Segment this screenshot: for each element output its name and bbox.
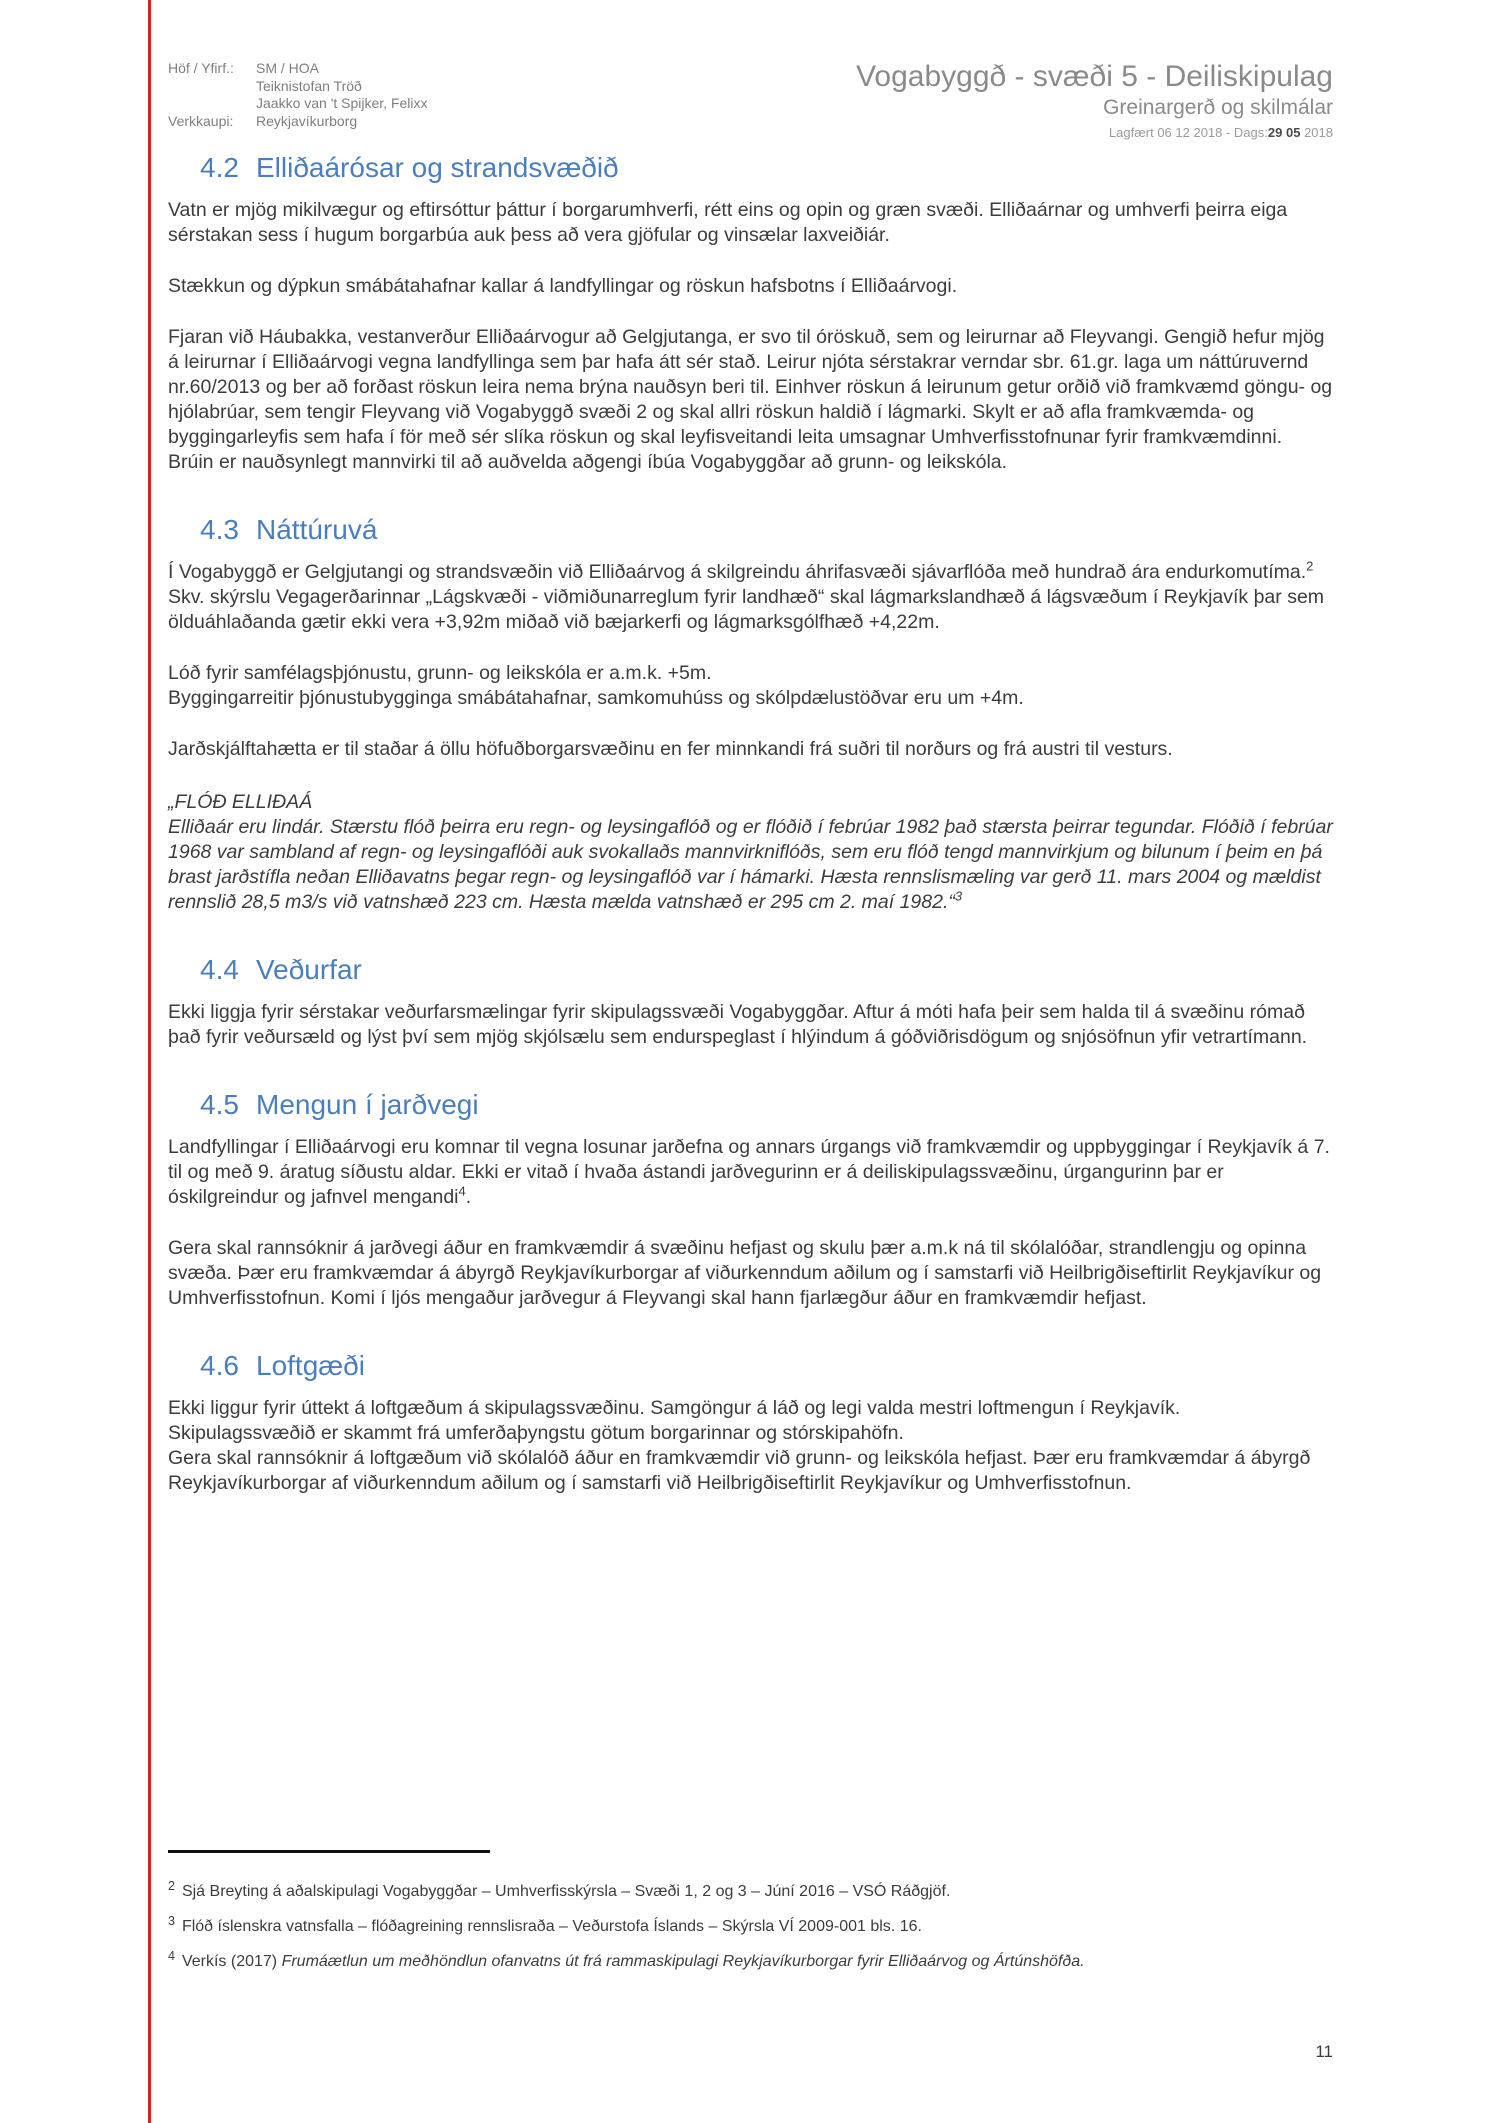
section-title: Náttúruvá — [256, 514, 378, 545]
footnote-marker: 3 — [168, 1913, 175, 1928]
footnote-text-italic: Frumáætlun um meðhöndlun ofanvatns út frá rammaskipulagi Reykjavíkurborgar fyrir Elliðaárvog og Ártúnshöfða. — [281, 1953, 1085, 1970]
document-header — [168, 60, 1333, 141]
section-number: 4.5 — [200, 1089, 239, 1120]
section-title: Mengun í jarðvegi — [256, 1089, 479, 1120]
dateline-suffix: 2018 — [1300, 125, 1333, 140]
section-4-3 — [168, 513, 1333, 915]
paragraph-text: . — [465, 1186, 472, 1208]
header-title-block — [856, 60, 1333, 141]
author-label: Höf / Yfirf.: — [168, 60, 234, 76]
footnote-text: Verkís (2017) — [181, 1953, 282, 1970]
paragraph: Fjaran við Háubakka, vestanverður Elliðaárvogur að Gelgjutanga, er svo til óröskuð, sem og leirurnar að Fleyvangi. Gengið hefur mjög á leirurnar í Elliðaárvogi vegna landfyllinga sem þar hafa átt sér stað. Leirur njóta sérstakrar verndar sbr. 61.gr. laga um náttúruvernd nr.60/2013 og ber að forðast röskun leira nema brýna nauðsyn beri til. Einhver röskun á leirunum getur orðið við framkvæmd göngu- og hjólabrúar, sem tengir Fleyvang við Vogabyggð svæði 2 og skal allri röskun haldið í lágmarki. Skylt er að afla framkvæmda- og byggingarleyfis sem hafa í för með sér slíka röskun og skal leyfisveitandi leita umsagnar Umhverfisstofnunar fyrir framkvæmdinni. — [168, 326, 1333, 448]
author-line: Teiknistofan Tröð — [256, 77, 362, 94]
section-4-2 — [168, 151, 1333, 475]
quote-block — [168, 790, 1333, 915]
footnote-ref-4: 4 — [458, 1183, 466, 1199]
meta-spacer — [168, 78, 256, 96]
paragraph-text: Skv. skýrslu Vegagerðarinnar „Lágskvæði - viðmiðunarreglum fyrir landhæð“ skal lágmarkslandhæð á lágsvæðum í Reykjavík þar sem ölduáhlaðanda gætir ekki vera +3,92m miðað við bæjarkerfi og lágmarksgólfhæð +4,22m. — [168, 586, 1325, 633]
dateline-prefix: Lagfært 06 12 2018 - Dags: — [1108, 125, 1268, 140]
footnotes-area — [168, 1850, 1333, 1986]
document-dateline — [856, 124, 1333, 141]
quote-body-text: Elliðaár eru lindár. Stærstu flóð þeirra eru regn- og leysingaflóð og er flóðið í febrúar 1982 það stærsta þeirrar tegundar. Flóðið í febrúar 1968 var sambland af regn- og leysingaflóði auk svokallaðs mannvirkniflóðs, sem eru flóð tengd mannvirkjum og bilunum í þeim en þá brast jarðstífla neðan Elliðavatns þegar regn- og leysingaflóð var í hámarki. Hæsta rennslismæling var gerð 11. mars 2004 og mældist rennslið 28,5 m3/s við vatnshæð 223 cm. Hæsta mælda vatnshæð er 295 cm 2. maí 1982.“ — [168, 816, 1333, 913]
footnote-ref-3: 3 — [954, 888, 963, 904]
paragraph: Ekki liggur fyrir úttekt á loftgæðum á skipulagssvæðinu. Samgöngur á láð og legi valda mestri loftmengun í Reykjavík. Skipulagssvæðið er skammt frá umferðaþyngstu götum borgarinnar og stórskipahöfn. — [168, 1397, 1181, 1444]
section-4-4 — [168, 953, 1333, 1050]
margin-line — [148, 0, 151, 2123]
footnote-3 — [168, 1913, 1333, 1937]
section-4-3-heading — [200, 513, 1333, 547]
footnote-text: Flóð íslenskra vatnsfalla – flóðagreining rennslisraða – Veðurstofa Íslands – Skýrsla VÍ 2009-001 bls. 16. — [181, 1918, 922, 1935]
paragraph: Ekki liggja fyrir sérstakar veðurfarsmælingar fyrir skipulagssvæði Vogabyggðar. Aftur á móti hafa þeir sem halda til á svæðinu rómað það fyrir veðursæld og lýst því sem mjög skjólsælu sem endurspeglast í hlýindum á góðviðrisdögum og snjósöfnun yfir vetrartímann. — [168, 1001, 1308, 1048]
section-4-6 — [168, 1349, 1333, 1496]
section-4-4-heading — [200, 953, 1333, 987]
footnote-divider — [168, 1850, 490, 1853]
meta-spacer — [168, 95, 256, 113]
page-content — [168, 60, 1333, 1522]
section-number: 4.6 — [200, 1350, 239, 1381]
document-title: Vogabyggð - svæði 5 - Deiliskipulag — [856, 60, 1333, 93]
author-line: SM / HOA — [256, 60, 320, 76]
paragraph — [168, 1135, 1333, 1210]
footnote-ref-2: 2 — [1306, 558, 1314, 574]
header-meta-labels — [168, 60, 256, 130]
footnote-text: Sjá Breyting á aðalskipulagi Vogabyggðar – Umhverfisskýrsla – Svæði 1, 2 og 3 – Júní 2016 – VSÓ Ráðgjöf. — [181, 1883, 951, 1900]
footnote-2 — [168, 1878, 1333, 1902]
section-number: 4.3 — [200, 514, 239, 545]
paragraph: Stækkun og dýpkun smábátahafnar kallar á landfyllingar og röskun hafsbotns í Elliðaárvogi. — [168, 275, 958, 297]
footnote-4 — [168, 1948, 1333, 1972]
section-number: 4.4 — [200, 954, 239, 985]
paragraph-text: Landfyllingar í Elliðaárvogi eru komnar til vegna losunar jarðefna og annars úrgangs við framkvæmdir og uppbyggingar í Reykjavík á 7. til og með 9. áratug síðustu aldar. Ekki er vitað í hvaða ástandi jarðvegurinn er á deiliskipulagssvæðinu, úrgangurinn þar er óskilgreindur og jafnvel mengandi — [168, 1136, 1330, 1208]
paragraph-text: Í Vogabyggð er Gelgjutangi og strandsvæðin við Elliðaárvog á skilgreindu áhrifasvæði sjávarflóða með hundrað ára endurkomutíma. — [168, 561, 1307, 583]
dateline-date: 29 05 — [1267, 125, 1301, 140]
footnote-marker: 4 — [168, 1948, 175, 1963]
header-meta-values — [256, 60, 428, 130]
paragraph: Byggingarreitir þjónustubygginga smábátahafnar, samkomuhúss og skólpdælustöðvar eru um +4m. — [168, 687, 1024, 709]
document-subtitle: Greinargerð og skilmálar — [1103, 96, 1333, 119]
section-4-2-heading — [200, 151, 1333, 185]
paragraph: Brúin er nauðsynlegt mannvirki til að auðvelda aðgengi íbúa Vogabyggðar að grunn- og leikskóla. — [168, 451, 1008, 473]
paragraph: Jarðskjálftahætta er til staðar á öllu höfuðborgarsvæðinu en fer minnkandi frá suðri til norðurs og frá austri til vesturs. — [168, 738, 1173, 760]
paragraph: Gera skal rannsóknir á loftgæðum við skólalóð áður en framkvæmdir við grunn- og leikskóla hefjast. Þær eru framkvæmdar á ábyrgð Reykjavíkurborgar af viðurkenndum aðilum og í samstarfi við Heilbrigðiseftirlit Reykjavíkur og Umhverfisstofnun. — [168, 1447, 1311, 1494]
section-title: Elliðaárósar og strandsvæðið — [256, 152, 619, 183]
footnote-marker: 2 — [168, 1878, 175, 1893]
quote-title: „FLÓÐ ELLIÐAÁ — [168, 791, 313, 813]
section-number: 4.2 — [200, 152, 239, 183]
paragraph: Lóð fyrir samfélagsþjónustu, grunn- og leikskóla er a.m.k. +5m. — [168, 662, 712, 684]
paragraph — [168, 560, 1333, 635]
paragraph: Gera skal rannsóknir á jarðvegi áður en framkvæmdir á svæðinu hefjast og skulu þær a.m.k ná til skólalóðar, strandlengju og opinna svæða. Þær eru framkvæmdar á ábyrgð Reykjavíkurborgar af viðurkenndum aðilum og í samstarfi við Heilbrigðiseftirlit Reykjavíkur og Umhverfisstofnun. Komi í ljós mengaður jarðvegur á Fleyvangi skal hann fjarlægður áður en framkvæmdir hefjast. — [168, 1237, 1322, 1309]
paragraph: Vatn er mjög mikilvægur og eftirsóttur þáttur í borgarumhverfi, rétt eins og opin og græn svæði. Elliðaárnar og umhverfi þeirra eiga sérstakan sess í hugum borgarbúa auk þess að vera gjöfular og vinsælar laxveiðiár. — [168, 199, 1288, 246]
client-label: Verkkaupi: — [168, 112, 234, 129]
section-4-5-heading — [200, 1088, 1333, 1122]
section-4-6-heading — [200, 1349, 1333, 1383]
section-4-5 — [168, 1088, 1333, 1311]
section-title: Loftgæði — [256, 1350, 365, 1381]
quote-text — [168, 815, 1333, 915]
header-meta — [168, 60, 428, 130]
author-line: Jaakko van 't Spijker, Felixx — [256, 95, 428, 111]
client-value: Reykjavíkurborg — [256, 112, 358, 129]
section-title: Veðurfar — [256, 954, 362, 985]
page-number: 11 — [1315, 2042, 1333, 2061]
